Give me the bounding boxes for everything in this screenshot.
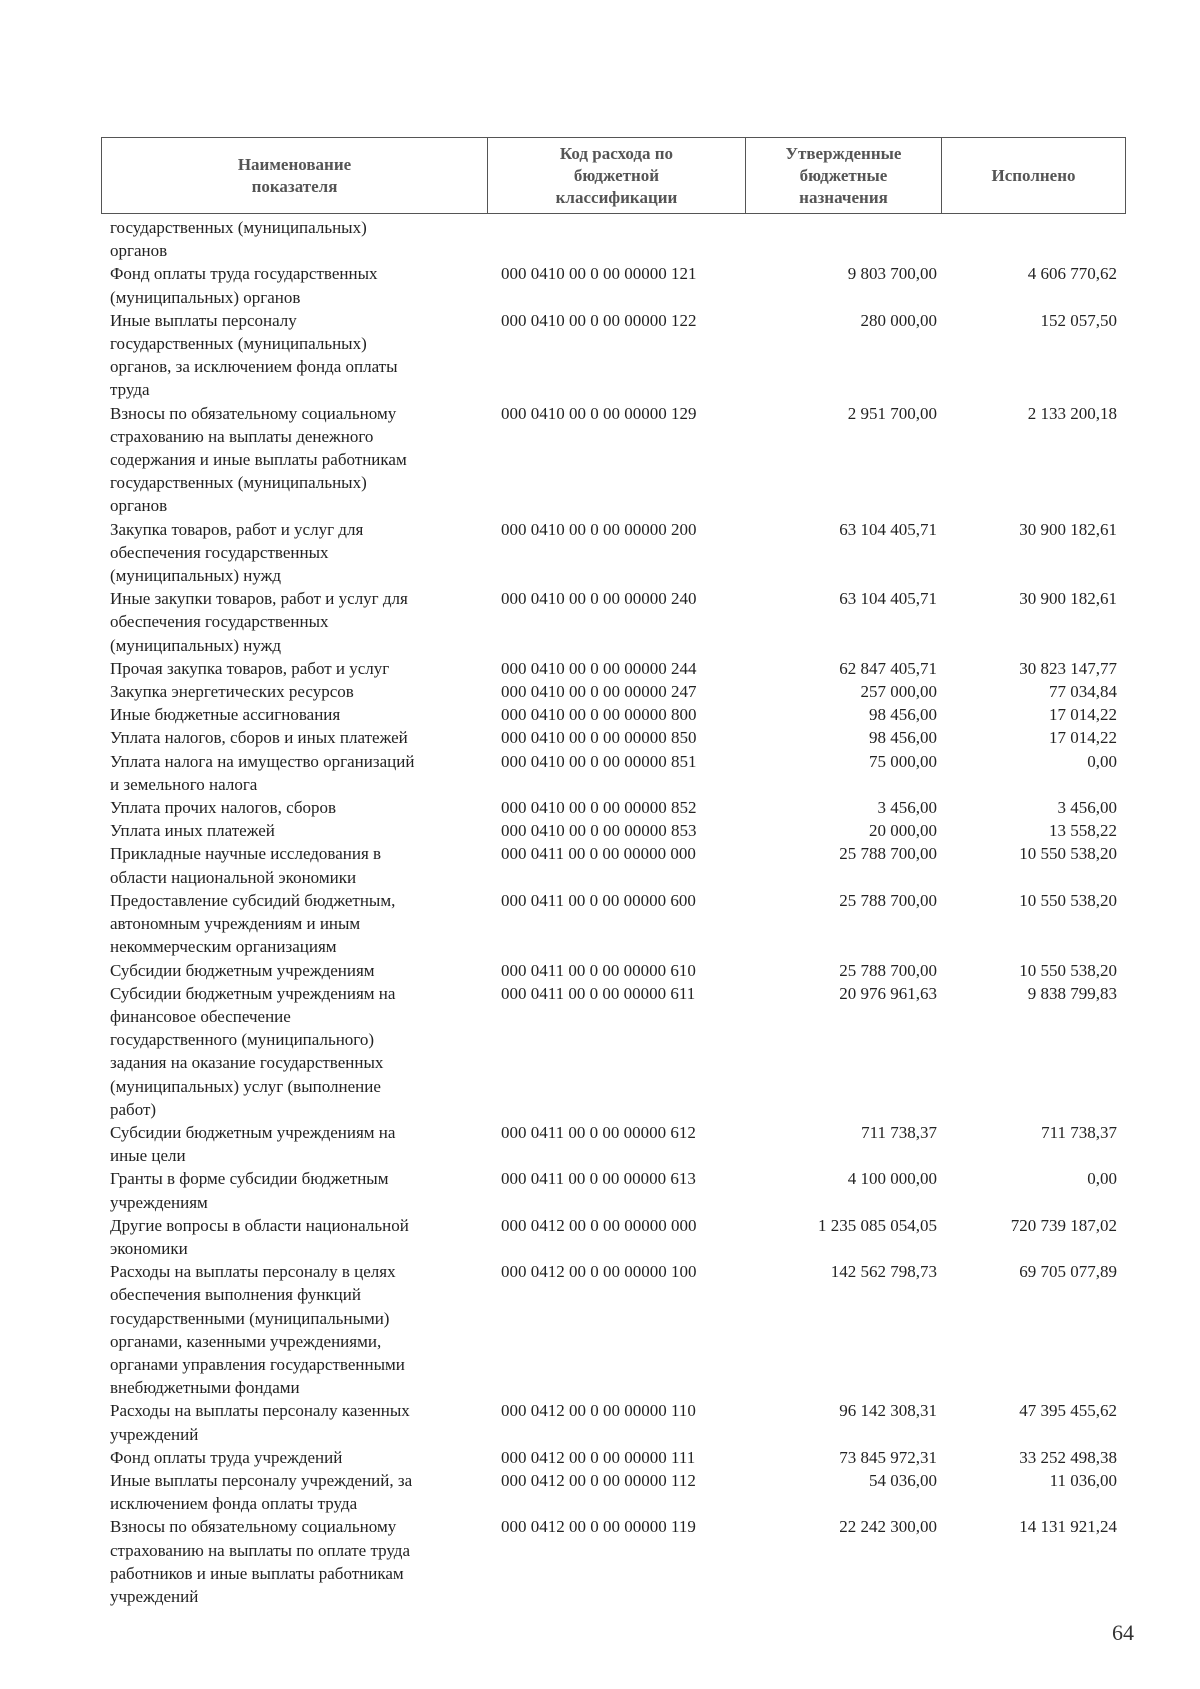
row-name: Уплата иных платежей: [110, 821, 275, 841]
row-name: Закупка энергетических ресурсов: [110, 682, 354, 702]
row-code: 000 0411 00 0 00 00000 000: [501, 844, 696, 864]
table-row: [110, 402, 1126, 518]
row-executed: 720 739 187,02: [1010, 1215, 1117, 1235]
row-code: 000 0410 00 0 00 00000 850: [501, 728, 697, 748]
table-row: [110, 796, 1126, 819]
table-row: [110, 959, 1126, 982]
row-name: Прочая закупка товаров, работ и услуг: [110, 658, 390, 678]
row-approved: 62 847 405,71: [839, 658, 937, 678]
row-approved: 20 976 961,63: [839, 983, 937, 1003]
table-row: [110, 1446, 1126, 1469]
row-executed: 711 738,37: [1041, 1122, 1117, 1142]
row-approved: 2 951 700,00: [847, 403, 937, 423]
row-executed: 30 900 182,61: [1019, 519, 1117, 539]
row-executed: 30 823 147,77: [1019, 658, 1117, 678]
row-code: 000 0412 00 0 00 00000 119: [501, 1517, 696, 1537]
row-name: Уплата налога на имущество организаций и земельного налога: [110, 751, 415, 794]
table-row: [110, 889, 1126, 959]
row-approved: 22 242 300,00: [839, 1517, 937, 1537]
header-approved: Утвержденные бюджетные назначения: [746, 138, 942, 213]
table-row: [110, 1515, 1126, 1608]
table-body: [110, 216, 1126, 1608]
row-executed: 17 014,22: [1049, 728, 1117, 748]
row-code: 000 0410 00 0 00 00000 122: [501, 310, 697, 330]
table-header: [101, 137, 1126, 214]
row-name: Уплата налогов, сборов и иных платежей: [110, 728, 408, 748]
row-code: 000 0411 00 0 00 00000 600: [501, 890, 696, 910]
row-approved: 257 000,00: [860, 682, 937, 702]
table-row: [110, 1399, 1126, 1445]
table-row: [110, 518, 1126, 588]
row-approved: 20 000,00: [869, 821, 937, 841]
table-row: [110, 262, 1126, 308]
table-row: [110, 750, 1126, 796]
row-code: 000 0411 00 0 00 00000 613: [501, 1169, 696, 1189]
table-row: [110, 819, 1126, 842]
table-row: [110, 1121, 1126, 1167]
row-name: Иные выплаты персоналу учреждений, за исключением фонда оплаты труда: [110, 1470, 413, 1514]
row-name: Фонд оплаты труда государственных (муниципальных) органов: [110, 264, 378, 307]
row-code: 000 0412 00 0 00 00000 112: [501, 1470, 696, 1490]
row-executed: 47 395 455,62: [1019, 1401, 1117, 1421]
row-approved: 142 562 798,73: [830, 1262, 937, 1282]
row-code: 000 0412 00 0 00 00000 000: [501, 1215, 697, 1235]
table-row: [110, 842, 1126, 888]
row-approved: 1 235 085 054,05: [818, 1215, 937, 1235]
row-code: 000 0410 00 0 00 00000 853: [501, 821, 697, 841]
row-code: 000 0411 00 0 00 00000 612: [501, 1122, 696, 1142]
row-name: Фонд оплаты труда учреждений: [110, 1447, 343, 1467]
row-code: 000 0410 00 0 00 00000 852: [501, 798, 697, 818]
row-approved: 3 456,00: [877, 798, 937, 818]
row-code: 000 0410 00 0 00 00000 200: [501, 519, 697, 539]
table-row: [110, 1260, 1126, 1399]
row-executed: 17 014,22: [1049, 705, 1117, 725]
row-approved: 4 100 000,00: [847, 1169, 937, 1189]
row-executed: 11 036,00: [1049, 1470, 1117, 1490]
row-name: Иные бюджетные ассигнования: [110, 705, 341, 725]
row-executed: 33 252 498,38: [1019, 1447, 1117, 1467]
row-executed: 3 456,00: [1057, 798, 1117, 818]
table-row: [110, 703, 1126, 726]
row-name: Субсидии бюджетным учреждениям на финансовое обеспечение государственного (муниципального) задания на оказание государственных (муниципальных) услуг (выполнение работ): [110, 983, 396, 1119]
row-approved: 75 000,00: [869, 751, 937, 771]
row-name: Субсидии бюджетным учреждениям: [110, 960, 375, 980]
row-executed: 2 133 200,18: [1027, 403, 1117, 423]
table-row: [110, 726, 1126, 749]
row-code: 000 0410 00 0 00 00000 244: [501, 658, 697, 678]
row-name: Расходы на выплаты персоналу в целях обеспечения выполнения функций государственными (муниципальными) органами, казенными учреждениями, органами управления государственными внебюджетными фондами: [110, 1262, 405, 1398]
row-code: 000 0410 00 0 00 00000 247: [501, 682, 697, 702]
row-code: 000 0410 00 0 00 00000 240: [501, 589, 697, 609]
row-approved: 711 738,37: [861, 1122, 937, 1142]
row-approved: 9 803 700,00: [847, 264, 937, 284]
row-approved: 25 788 700,00: [839, 890, 937, 910]
row-name: Прикладные научные исследования в области национальной экономики: [110, 844, 382, 887]
row-name: Другие вопросы в области национальной экономики: [110, 1215, 409, 1258]
row-name: Расходы на выплаты персоналу казенных учреждений: [110, 1401, 410, 1444]
row-name: Гранты в форме субсидии бюджетным учреждениям: [110, 1169, 389, 1212]
row-name: Уплата прочих налогов, сборов: [110, 798, 336, 818]
row-approved: 63 104 405,71: [839, 589, 937, 609]
row-code: 000 0412 00 0 00 00000 100: [501, 1262, 697, 1282]
row-code: 000 0411 00 0 00 00000 611: [501, 983, 696, 1003]
row-executed: 77 034,84: [1049, 682, 1117, 702]
row-name: Закупка товаров, работ и услуг для обеспечения государственных (муниципальных) нужд: [110, 519, 364, 586]
page-number: 64: [1112, 1620, 1134, 1645]
row-name: Предоставление субсидий бюджетным, автономным учреждениям и иным некоммерческим организациям: [110, 890, 396, 957]
row-code: 000 0410 00 0 00 00000 851: [501, 751, 697, 771]
row-approved: 98 456,00: [869, 728, 937, 748]
row-approved: 96 142 308,31: [839, 1401, 937, 1421]
row-approved: [751, 216, 937, 262]
row-name: Взносы по обязательному социальному страхованию на выплаты денежного содержания и иные выплаты работникам государственных (муниципальных) органов: [110, 403, 407, 516]
row-name: Иные закупки товаров, работ и услуг для обеспечения государственных (муниципальных) нужд: [110, 589, 408, 655]
row-executed: 10 550 538,20: [1019, 844, 1117, 864]
row-code: 000 0410 00 0 00 00000 129: [501, 403, 697, 423]
row-executed: 14 131 921,24: [1019, 1517, 1117, 1537]
row-code: 000 0412 00 0 00 00000 111: [501, 1447, 696, 1467]
row-executed: 9 838 799,83: [1027, 983, 1117, 1003]
row-executed: 10 550 538,20: [1019, 960, 1117, 980]
row-code: 000 0410 00 0 00 00000 121: [501, 264, 697, 284]
row-name: Иные выплаты персоналу государственных (муниципальных) органов, за исключением фонда оплаты труда: [110, 310, 398, 400]
table-row: [110, 1167, 1126, 1213]
row-name: Взносы по обязательному социальному страхованию на выплаты по оплате труда работников и иные выплаты работникам учреждений: [110, 1517, 410, 1606]
row-executed: 10 550 538,20: [1019, 890, 1117, 910]
row-executed: 69 705 077,89: [1019, 1262, 1117, 1282]
row-executed: 152 057,50: [1040, 310, 1117, 330]
table-row: [110, 216, 1126, 262]
row-code: [501, 216, 751, 262]
header-executed: Исполнено: [991, 165, 1076, 185]
row-executed: 4 606 770,62: [1027, 264, 1117, 284]
table-row: [110, 1214, 1126, 1260]
header-code: Код расхода по бюджетной классификации: [488, 138, 746, 213]
row-approved: 98 456,00: [869, 705, 937, 725]
row-executed: 0,00: [1087, 1169, 1117, 1189]
table-row: [110, 680, 1126, 703]
table-row: [110, 657, 1126, 680]
row-executed: 13 558,22: [1049, 821, 1117, 841]
table-row: [110, 1469, 1126, 1515]
row-approved: 25 788 700,00: [839, 844, 937, 864]
row-approved: 54 036,00: [869, 1470, 937, 1490]
row-approved: 73 845 972,31: [839, 1447, 937, 1467]
table-row: [110, 982, 1126, 1121]
table-row: [110, 309, 1126, 402]
header-name: Наименование показателя: [102, 138, 488, 213]
row-name: Субсидии бюджетным учреждениям на иные цели: [110, 1122, 396, 1166]
row-approved: 25 788 700,00: [839, 960, 937, 980]
row-executed: [937, 216, 1117, 262]
row-approved: 280 000,00: [860, 310, 937, 330]
table-row: [110, 587, 1126, 657]
row-code: 000 0412 00 0 00 00000 110: [501, 1401, 696, 1421]
row-code: 000 0411 00 0 00 00000 610: [501, 960, 696, 980]
row-code: 000 0410 00 0 00 00000 800: [501, 705, 697, 725]
row-approved: 63 104 405,71: [839, 519, 937, 539]
row-executed: 30 900 182,61: [1019, 589, 1117, 609]
row-executed: 0,00: [1087, 751, 1117, 771]
row-name: государственных (муниципальных) органов: [110, 218, 367, 261]
